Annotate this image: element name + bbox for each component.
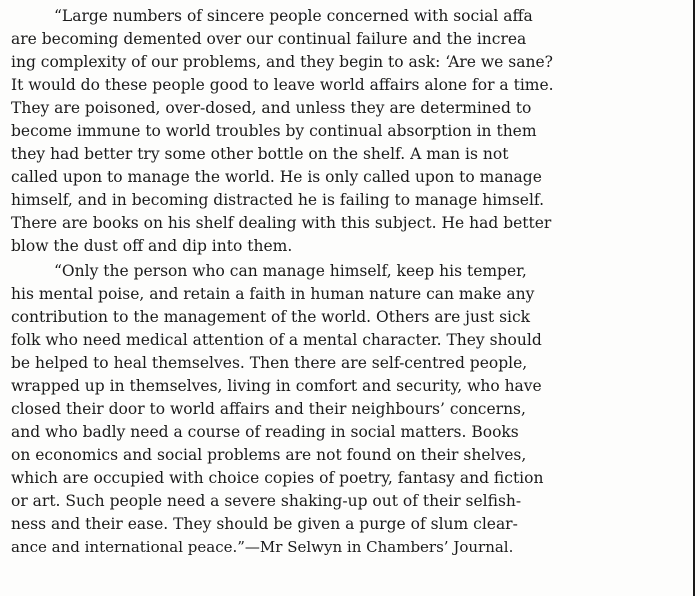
paragraph-2-line-4: folk who need medical attention of a mental character. They should [11, 331, 542, 349]
paragraph-1-line-8: called upon to manage the world. He is only called upon to manage [11, 168, 542, 186]
paragraph-2-line-6: wrapped up in themselves, living in comfort and security, who have [11, 377, 542, 395]
paragraph-1-line-9: himself, and in becoming distracted he is failing to manage himself. [11, 191, 545, 209]
column-rule [693, 0, 695, 596]
article-column [0, 5, 660, 591]
paragraph-2-line-13-attribution: ance and international peace.”—Mr Selwyn in Chambers’ Journal. [11, 538, 514, 556]
paragraph-2-line-5: be helped to heal themselves. Then there are self-centred people, [11, 354, 528, 372]
paragraph-2-line-3: contribution to the management of the world. Others are just sick [11, 308, 531, 326]
paragraph-1-line-2: are becoming demented over our continual failure and the increa [11, 30, 527, 48]
paragraph-2-line-10: which are occupied with choice copies of poetry, fantasy and fiction [11, 469, 544, 487]
paragraph-2-line-11: or art. Such people need a severe shaking-up out of their selfish- [11, 492, 522, 510]
paragraph-2-line-2: his mental poise, and retain a faith in human nature can make any [11, 285, 535, 303]
paragraph-2-line-8: and who badly need a course of reading in social matters. Books [11, 423, 519, 441]
paragraph-1-line-5: They are poisoned, over-dosed, and unless they are determined to [11, 99, 532, 117]
paragraph-1-line-7: they had better try some other bottle on the shelf. A man is not [11, 145, 509, 163]
paragraph-1-line-6: become immune to world troubles by continual absorption in them [11, 122, 537, 140]
paragraph-1-line-11: blow the dust off and dip into them. [11, 237, 293, 255]
paragraph-2-line-12: ness and their ease. They should be given a purge of slum clear- [11, 515, 518, 533]
paragraph-2-line-7: closed their door to world affairs and their neighbours’ concerns, [11, 400, 526, 418]
paragraph-2-line-9: on economics and social problems are not found on their shelves, [11, 446, 527, 464]
paragraph-1-line-3: ing complexity of our problems, and they begin to ask: ‘Are we sane? [11, 53, 553, 71]
paragraph-1-line-1: “Large numbers of sincere people concerned with social affa [54, 7, 533, 25]
paragraph-2-line-1: “Only the person who can manage himself, keep his temper, [54, 262, 527, 280]
paragraph-1-line-4: It would do these people good to leave world affairs alone for a time. [11, 76, 554, 94]
paragraph-1-line-10: There are books on his shelf dealing with this subject. He had better [11, 214, 552, 232]
